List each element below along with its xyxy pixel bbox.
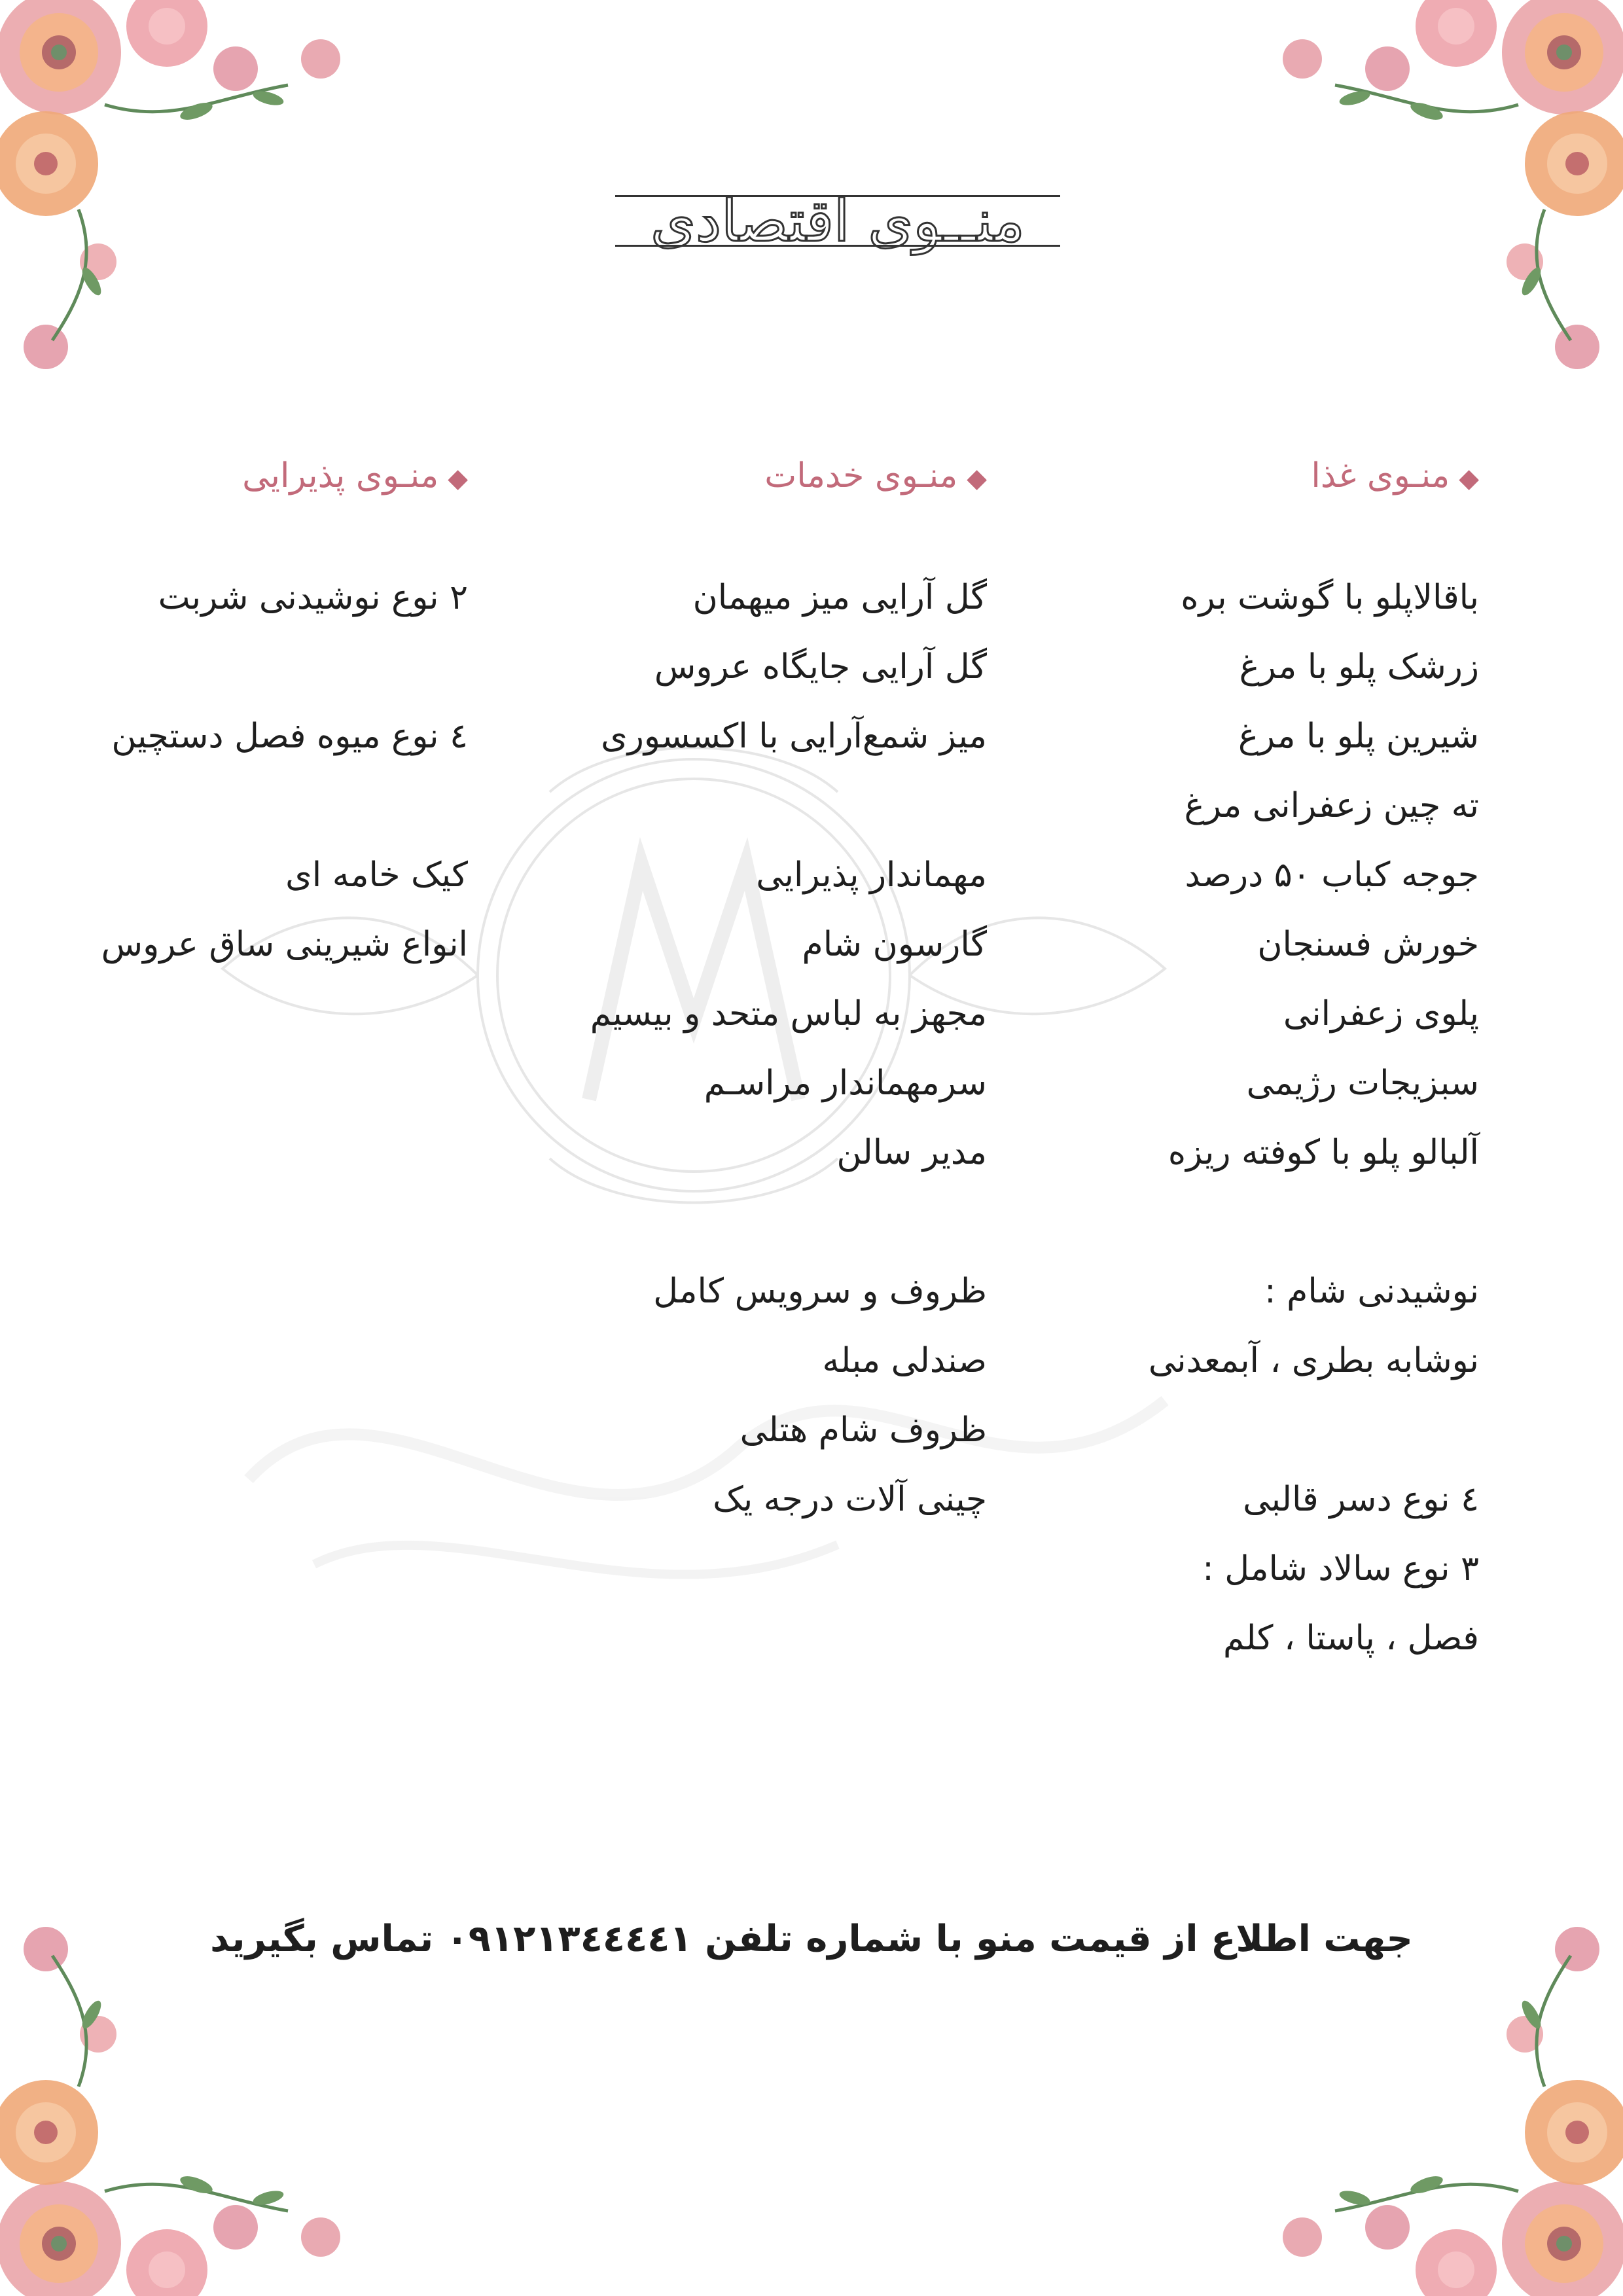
diamond-icon: ◆: [967, 463, 987, 493]
food-item: شیرین پلو با مرغ: [1238, 717, 1479, 756]
service-item: گل آرایی جایگاه عروس: [654, 647, 987, 687]
page-title-text: منــوی اقتصادی: [651, 187, 1025, 255]
floral-corner-icon: [1257, 1903, 1623, 2296]
page-title: [615, 187, 1060, 262]
reception-menu-column: [49, 452, 468, 979]
service-item: سرمهماندار مراسـم: [704, 1064, 987, 1103]
service-item: ظروف شام هتلی: [740, 1410, 987, 1450]
food-menu-heading: [1073, 452, 1479, 500]
service-item: گارسون شام: [802, 925, 987, 964]
service-item: مهماندار پذیرایی: [756, 855, 987, 895]
service-item: چینی آلات درجه یک: [713, 1480, 987, 1519]
service-item: مجهز به لباس متحد و بیسیم: [590, 994, 987, 1033]
food-item: باقالاپلو با گوشت بره: [1181, 578, 1479, 617]
floral-corner-icon: [1257, 0, 1623, 393]
service-item: گل آرایی میز میهمان: [692, 578, 987, 617]
contact-footer: جهت اطلاع از قیمت منو با شماره تلفن ۰۹۱۲۱۳٤٤٤٤۱ تماس بگیرید: [210, 1918, 1413, 1960]
salad-value: فصل ، پاستا ، کلم: [1222, 1619, 1479, 1658]
dessert-item: ٤ نوع دسر قالبی: [1243, 1480, 1479, 1519]
floral-corner-icon: [0, 0, 366, 393]
diamond-icon: ◆: [448, 463, 468, 493]
reception-menu-heading-text: منـوی پذیرایی: [242, 456, 439, 495]
floral-corner-icon: [0, 1903, 366, 2296]
food-menu-column: [1073, 452, 1479, 1673]
food-item: خورش فسنجان: [1257, 925, 1479, 964]
services-menu-heading-text: منـوی خدمات: [764, 456, 958, 495]
drinks-value: نوشابه بطری ، آبمعدنی: [1148, 1341, 1479, 1380]
food-item: سبزیجات رژیمی: [1246, 1064, 1479, 1103]
food-menu-heading-text: منـوی غذا: [1311, 456, 1450, 495]
drinks-label: نوشیدنی شام :: [1264, 1272, 1479, 1311]
title-rule-bottom: [615, 245, 1060, 247]
services-menu-heading: [516, 452, 987, 500]
reception-item: ٤ نوع میوه فصل دستچین: [111, 717, 468, 756]
service-item: میز شمع‌آرایی با اکسسوری: [601, 717, 987, 756]
reception-item: ۲ نوع نوشیدنی شربت: [158, 578, 468, 617]
food-item: آلبالو پلو با کوفته ریزه: [1168, 1133, 1479, 1172]
service-item: ظروف و سرویس کامل: [653, 1272, 987, 1311]
salad-label: ۳ نوع سالاد شامل :: [1202, 1549, 1479, 1588]
reception-item: کیک خامه ای: [285, 855, 468, 895]
service-item: صندلی مبله: [822, 1341, 987, 1380]
services-menu-column: [516, 452, 987, 1534]
diamond-icon: ◆: [1459, 463, 1479, 493]
food-item: پلوی زعفرانی: [1283, 994, 1479, 1033]
food-item: جوجه کباب ۵۰ درصد: [1185, 855, 1479, 895]
food-item: ته چین زعفرانی مرغ: [1184, 786, 1479, 825]
reception-item: انواع شیرینی ساق عروس: [101, 925, 468, 964]
reception-menu-heading: [49, 452, 468, 500]
service-item: مدیر سالن: [836, 1133, 987, 1172]
food-item: زرشک پلو با مرغ: [1239, 647, 1479, 687]
